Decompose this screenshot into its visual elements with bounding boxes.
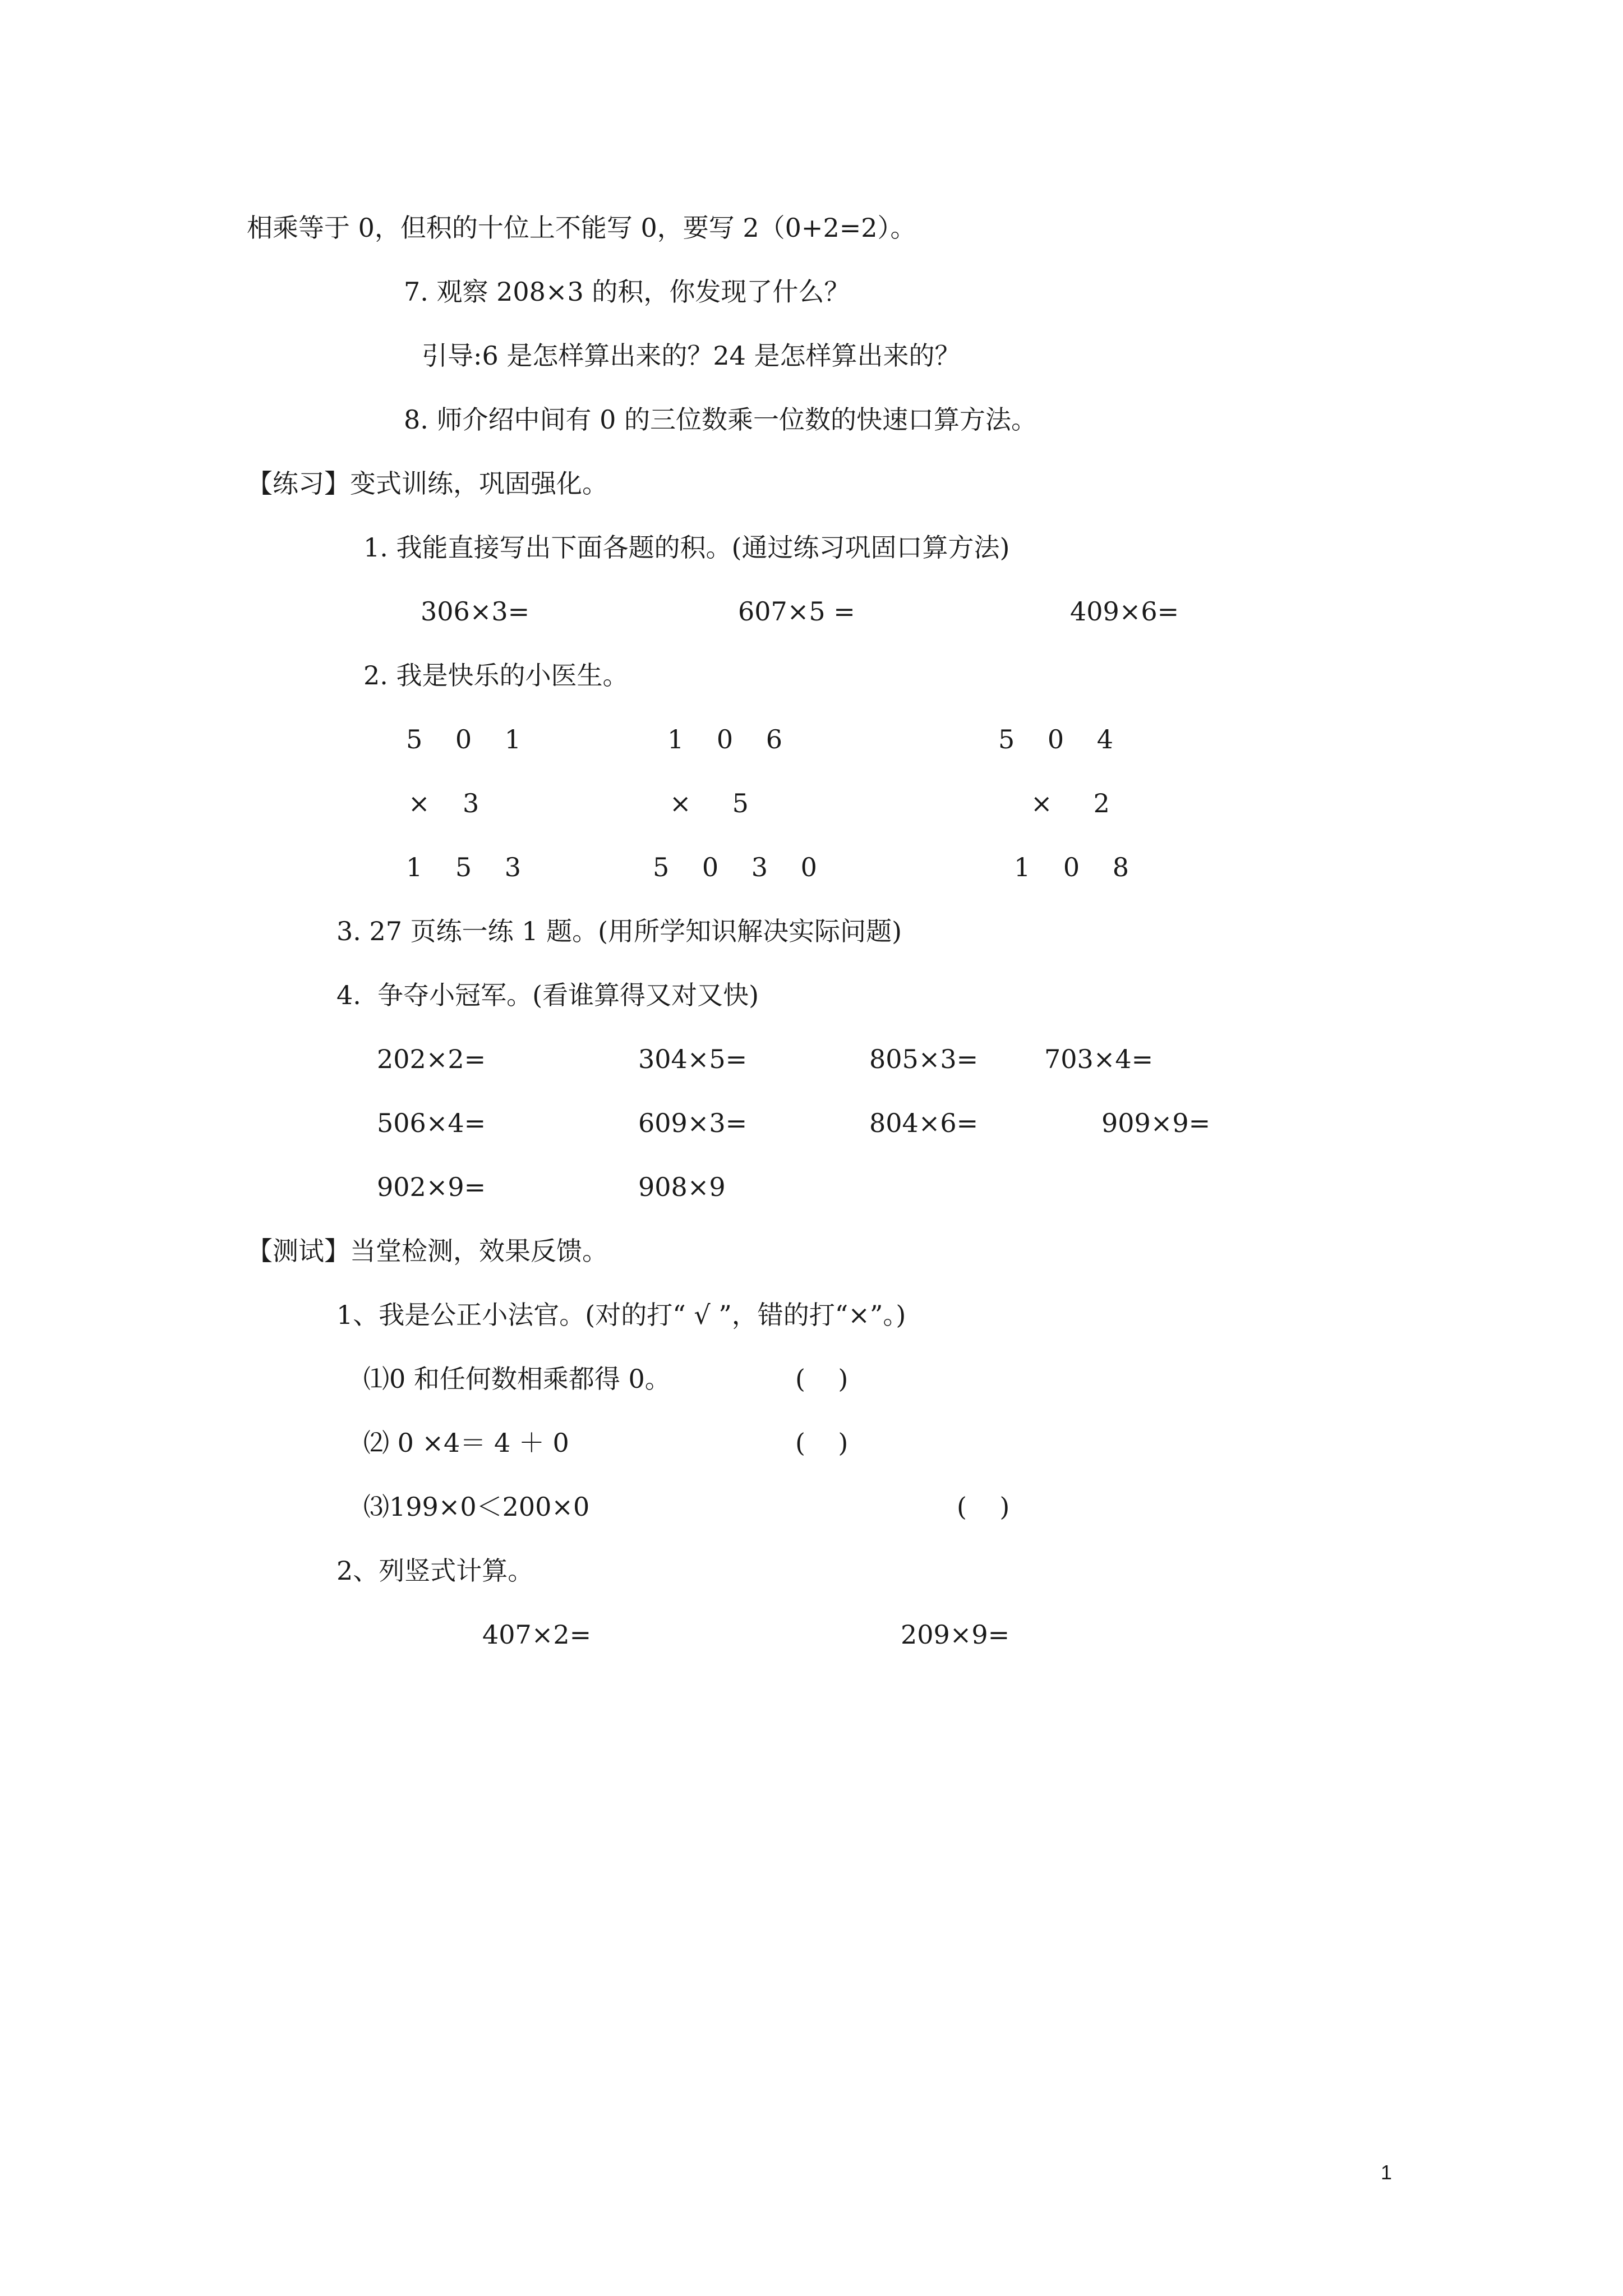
doctor-multiplier: × 2 (1031, 788, 1110, 818)
contest-item: 506×4= (377, 1108, 486, 1138)
practice-1-item: 409×6= (1070, 596, 1179, 627)
vertical-calc-item: 407×2= (482, 1619, 592, 1650)
practice-4-title: 4. 争夺小冠军。(看谁算得又对又快) (336, 980, 759, 1010)
doctor-multiplier: × 5 (670, 788, 749, 818)
step-8: 8. 师介绍中间有 0 的三位数乘一位数的快速口算方法。 (404, 404, 1038, 435)
doctor-top: 5 0 4 (998, 724, 1126, 754)
practice-1-title: 1. 我能直接写出下面各题的积。(通过练习巩固口算方法) (363, 532, 1010, 563)
contest-item: 304×5= (638, 1044, 748, 1074)
judge-answer-blank: ( ) (957, 1492, 1010, 1522)
vertical-calc-item: 209×9= (901, 1619, 1010, 1650)
contest-item: 609×3= (638, 1108, 748, 1138)
practice-2-title: 2. 我是快乐的小医生。 (363, 660, 629, 691)
judge-question: ⑵ 0 ×4＝ 4 ＋ 0 (363, 1428, 569, 1458)
contest-item: 804×6= (869, 1108, 979, 1138)
contest-item: 703×4= (1044, 1044, 1154, 1074)
contest-item: 805×3= (869, 1044, 979, 1074)
doctor-top: 1 0 6 (667, 724, 795, 754)
doctor-result: 5 0 3 0 (653, 852, 829, 882)
practice-1-item: 306×3= (421, 596, 530, 627)
contest-item: 908×9 (638, 1172, 726, 1202)
practice-3-title: 3. 27 页练一练 1 题。(用所学知识解决实际问题) (336, 916, 902, 946)
doctor-multiplier: × 3 (408, 788, 479, 818)
step-7: 7. 观察 208×3 的积，你发现了什么？ (404, 277, 850, 307)
doctor-top: 5 0 1 (406, 724, 534, 754)
contest-item: 202×2= (377, 1044, 486, 1074)
guidance-line: 引导:6 是怎样算出来的？24 是怎样算出来的？ (422, 341, 961, 371)
paragraph-line: 相乘等于 0，但积的十位上不能写 0，要写 2（0+2=2）。 (247, 213, 916, 243)
judge-answer-blank: ( ) (795, 1428, 849, 1458)
doctor-result: 1 5 3 (406, 852, 534, 882)
test-2-title: 2、列竖式计算。 (336, 1556, 534, 1586)
practice-1-item: 607×5 = (738, 596, 855, 627)
judge-question: ⑴0 和任何数相乘都得 0。 (363, 1364, 671, 1394)
doctor-result: 1 0 8 (1014, 852, 1142, 882)
judge-question: ⑶199×0＜200×0 (363, 1492, 590, 1522)
judge-answer-blank: ( ) (795, 1364, 849, 1394)
contest-item: 909×9= (1101, 1108, 1211, 1138)
page-number: 1 (1381, 2161, 1393, 2184)
contest-item: 902×9= (377, 1172, 486, 1202)
test-heading: 【测试】当堂检测，效果反馈。 (247, 1236, 608, 1266)
practice-heading: 【练习】变式训练，巩固强化。 (247, 468, 608, 499)
test-1-title: 1、我是公正小法官。(对的打“ √ ”，错的打“×”。) (336, 1300, 906, 1330)
